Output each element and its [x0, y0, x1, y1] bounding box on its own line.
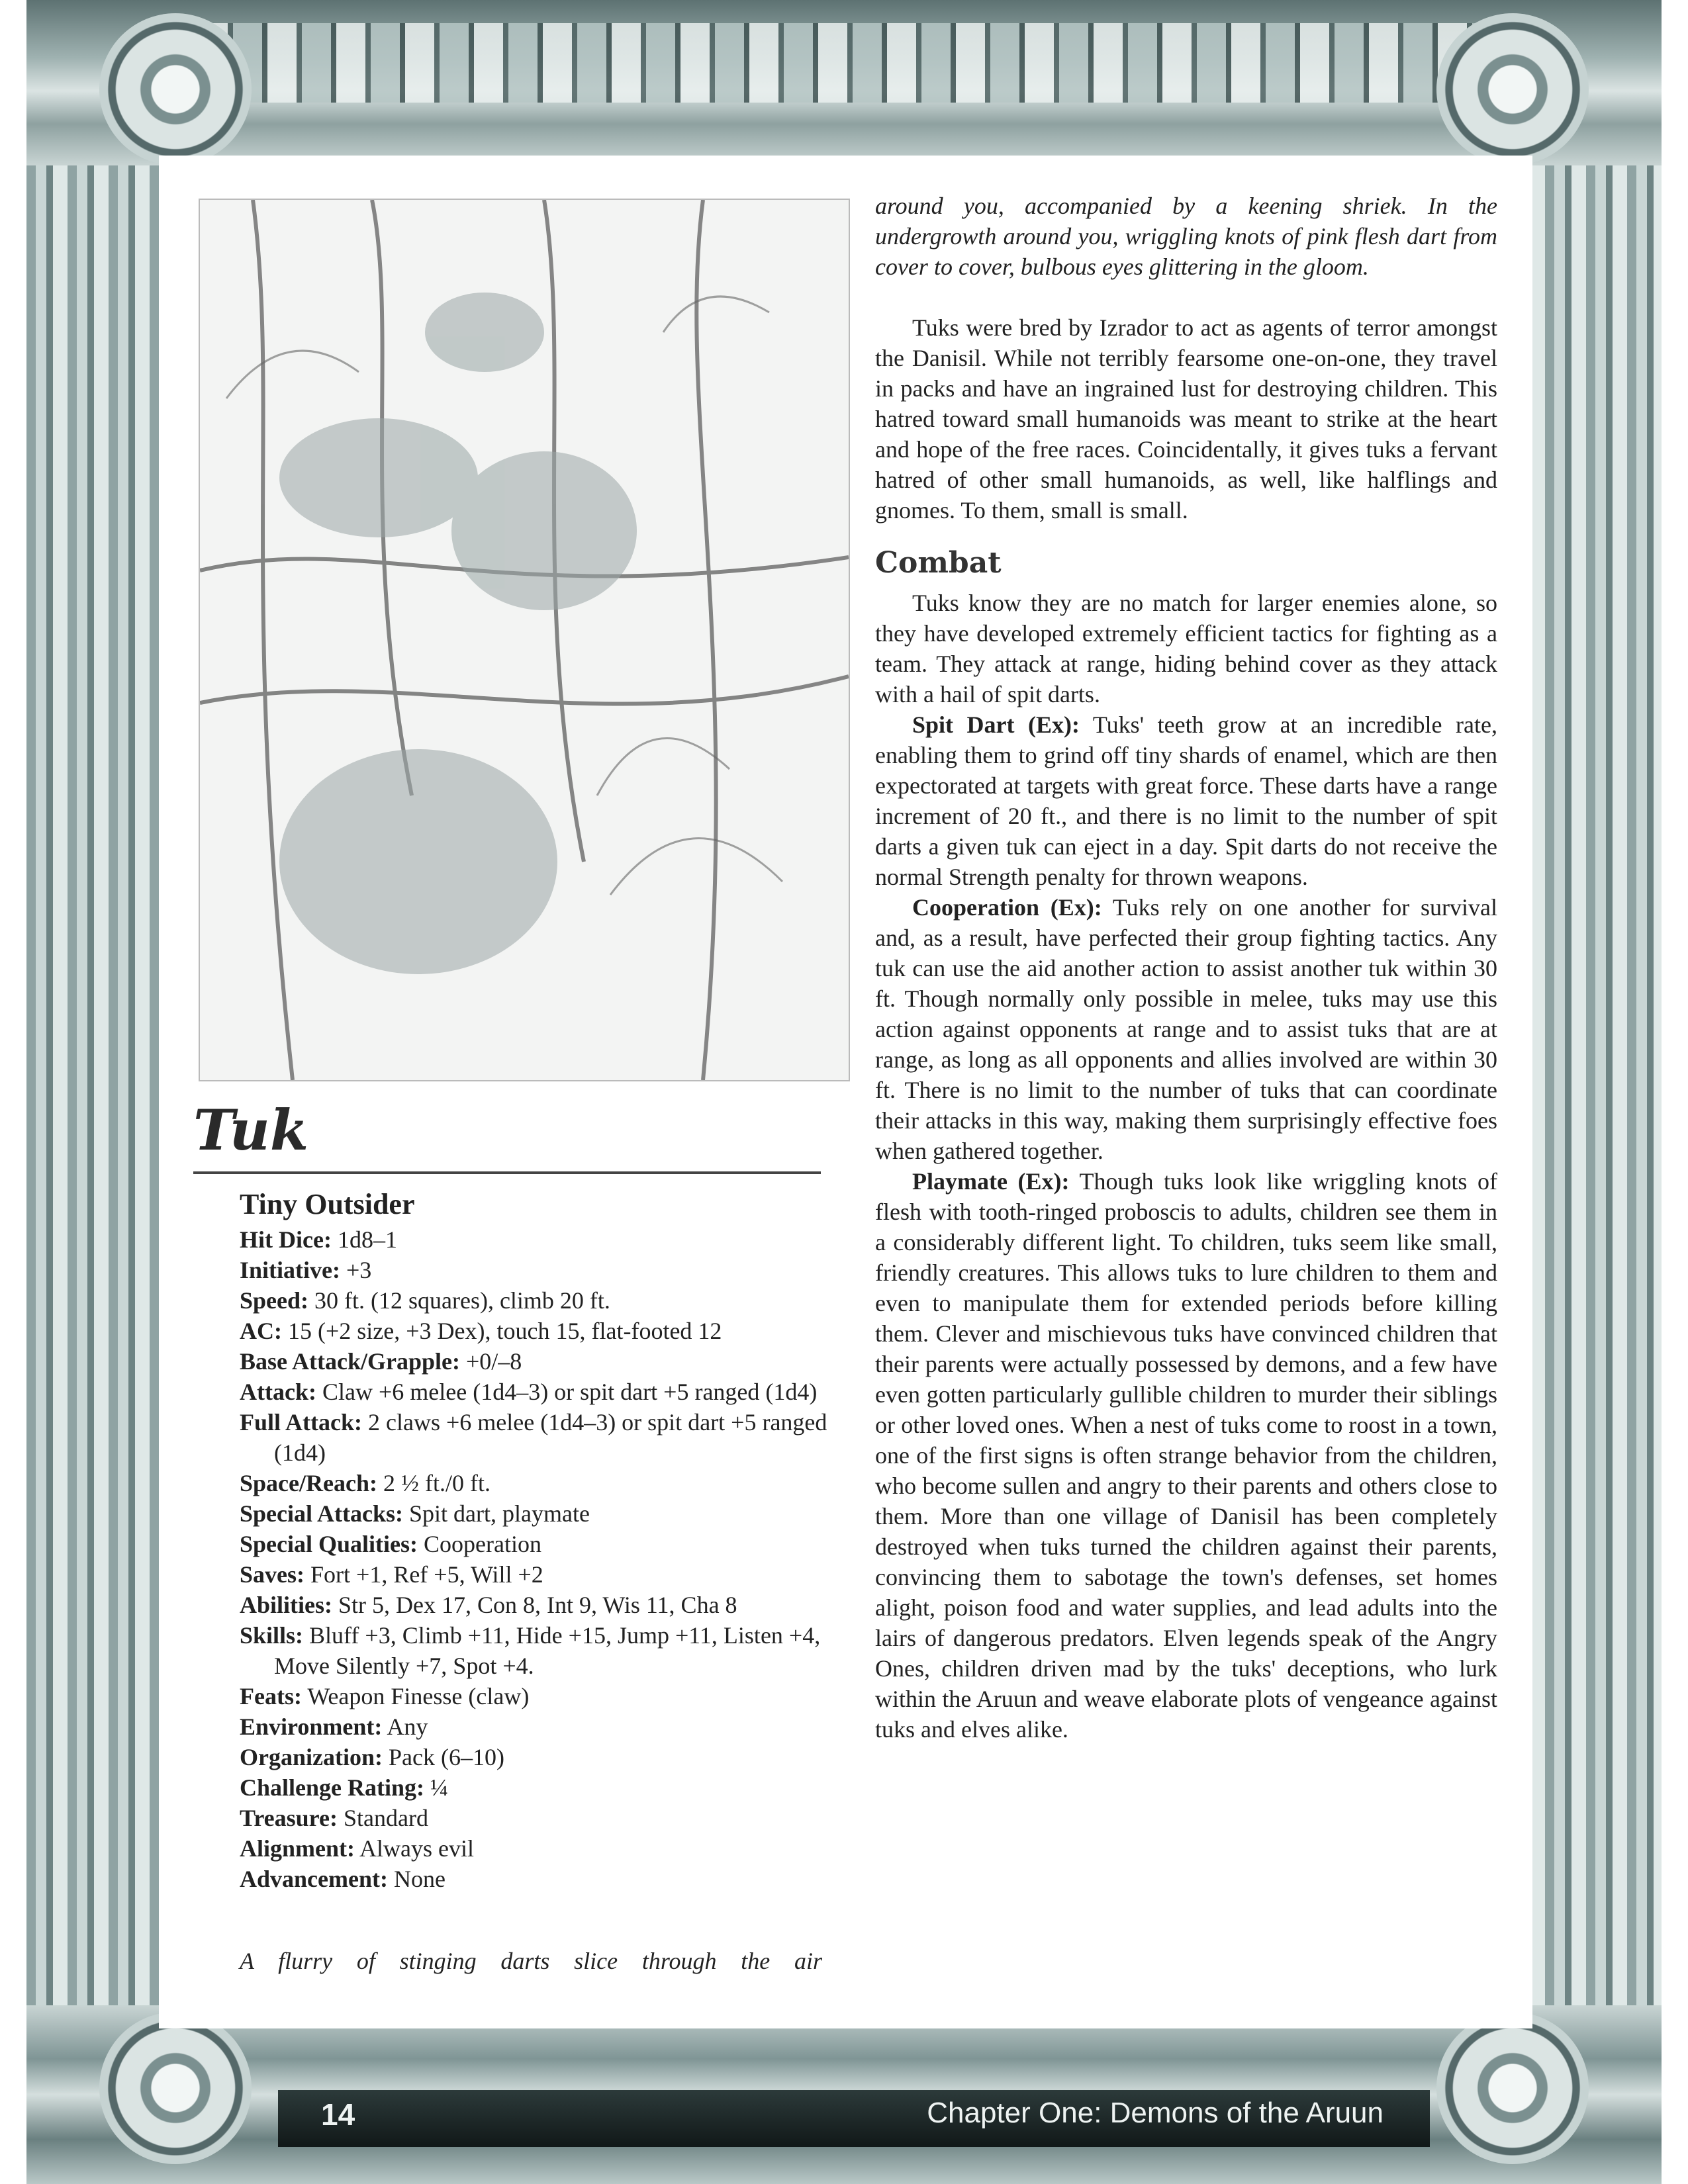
ability-cooperation: Cooperation (Ex): Tuks rely on one another for survival and, as a result, have perfected their group fighting tactics. Any tuk can use the aid another action to assist another tuk within 30 ft. Though normally only possible in melee, tuks may use this action against opponents at range and to assist tuks that are at range, as long as all opponents and allies involved are within 30 ft. There is no limit to the number of tuks that can coordinate their attacks in this way, making them surprisingly effective foes when gathered together. [875, 894, 1497, 1164]
stat-line: Abilities: Str 5, Dex 17, Con 8, Int 9, Wis 11, Cha 8 [240, 1592, 737, 1618]
ability-playmate: Playmate (Ex): Though tuks look like wriggling knots of flesh with tooth-ringed proboscis to adults, children see them in a considerably different light. To children, tuks seem like small, friendly creatures. This allows tuks to lure children to them and even to manipulate them for extended periods before killing them. Clever and mischievous tuks have convinced children that their parents were actually possessed by demons, and a few have even gotten particularly gullible children to murder their siblings or other loved ones. When a nest of tuks come to roost in a town, one of the first signs is often strange behavior from the children, who become sullen and angry to their parents and others close to them. More than one village of Danisil has been completely destroyed when tuks turned the children against their parents, convincing them to sabotage the town's defenses, set homes alight, poison food and water supplies, and lead adults into the lairs of dangerous predators. Elven legends speak of the Angry Ones, children driven mad by the tuks' deceptions, who lurk within the Aruun and weave elaborate plots of vengeance against tuks and elves alike. [875, 1168, 1497, 1743]
stat-line: Space/Reach: 2 ½ ft./0 ft. [240, 1470, 491, 1496]
stat-line: Base Attack/Grapple: +0/–8 [240, 1348, 522, 1375]
stat-line: Skills: Bluff +3, Climb +11, Hide +15, Jump +11, Listen +4, Move Silently +7, Spot +4. [240, 1622, 821, 1679]
title-divider [193, 1171, 821, 1174]
stat-block [240, 1185, 835, 1894]
stat-line: Special Qualities: Cooperation [240, 1531, 541, 1557]
stat-line: Organization: Pack (6–10) [240, 1744, 504, 1770]
stat-line: Treasure: Standard [240, 1805, 428, 1831]
page-number: 14 [321, 2097, 355, 2132]
creature-type: Tiny Outsider [240, 1188, 415, 1220]
flavor-text-start: A flurry of stinging darts slice through the air [240, 1948, 822, 1974]
corner-ornament-icon [99, 13, 252, 165]
stat-line: Initiative: +3 [240, 1257, 372, 1283]
stat-line: Environment: Any [240, 1713, 428, 1740]
corner-ornament-icon [1436, 13, 1589, 165]
stat-line: Special Attacks: Spit dart, playmate [240, 1500, 590, 1527]
stat-line: Attack: Claw +6 melee (1d4–3) or spit dart +5 ranged (1d4) [240, 1379, 818, 1405]
intro-paragraph: Tuks were bred by Izrador to act as agents of terror amongst the Danisil. While not terribly fearsome one-on-one, they travel in packs and have an ingrained lust for destroying children. This hatred toward small humanoids was meant to strike at the heart and hope of the free races. Coincidentally, it gives tuks a fervant hatred of other small humanoids, as well, like halflings and gnomes. To them, small is small. [875, 314, 1497, 523]
stat-line: Feats: Weapon Finesse (claw) [240, 1683, 530, 1709]
combat-heading: Combat [875, 546, 1002, 580]
stat-line: Hit Dice: 1d8–1 [240, 1226, 397, 1253]
corner-ornament-icon [99, 2012, 252, 2164]
chapter-title: Chapter One: Demons of the Aruun [927, 2097, 1383, 2129]
stat-line: Advancement: None [240, 1866, 445, 1892]
stat-line: Speed: 30 ft. (12 squares), climb 20 ft. [240, 1287, 610, 1314]
stat-line: Saves: Fort +1, Ref +5, Will +2 [240, 1561, 543, 1588]
flavor-text-continued: around you, accompanied by a keening shriek. In the undergrowth around you, wriggling knots of pink flesh dart from cover to cover, bulbous eyes glittering in the gloom. [875, 193, 1497, 280]
stat-line: Alignment: Always evil [240, 1835, 474, 1862]
monster-title: Tuk [193, 1097, 309, 1163]
stat-line: Challenge Rating: ¼ [240, 1774, 448, 1801]
tuk-illustration [199, 199, 850, 1081]
combat-intro: Tuks know they are no match for larger enemies alone, so they have developed extremely efficient tactics for fighting as a team. They attack at range, hiding behind cover as they attack with a hail of spit darts. [875, 590, 1497, 707]
ability-spit-dart: Spit Dart (Ex): Tuks' teeth grow at an incredible rate, enabling them to grind off tiny shards of enamel, which are then expectorated at targets with great force. These darts have a range increment of 20 ft., and there is no limit to the number of spit darts a given tuk can eject in a day. Spit darts do not receive the normal Strength penalty for thrown weapons. [875, 711, 1497, 890]
stat-line: Full Attack: 2 claws +6 melee (1d4–3) or spit dart +5 ranged (1d4) [240, 1409, 827, 1466]
description-column [875, 191, 1497, 1745]
border-arches [199, 23, 1489, 103]
stat-line: AC: 15 (+2 size, +3 Dex), touch 15, flat-footed 12 [240, 1318, 722, 1344]
corner-ornament-icon [1436, 2012, 1589, 2164]
